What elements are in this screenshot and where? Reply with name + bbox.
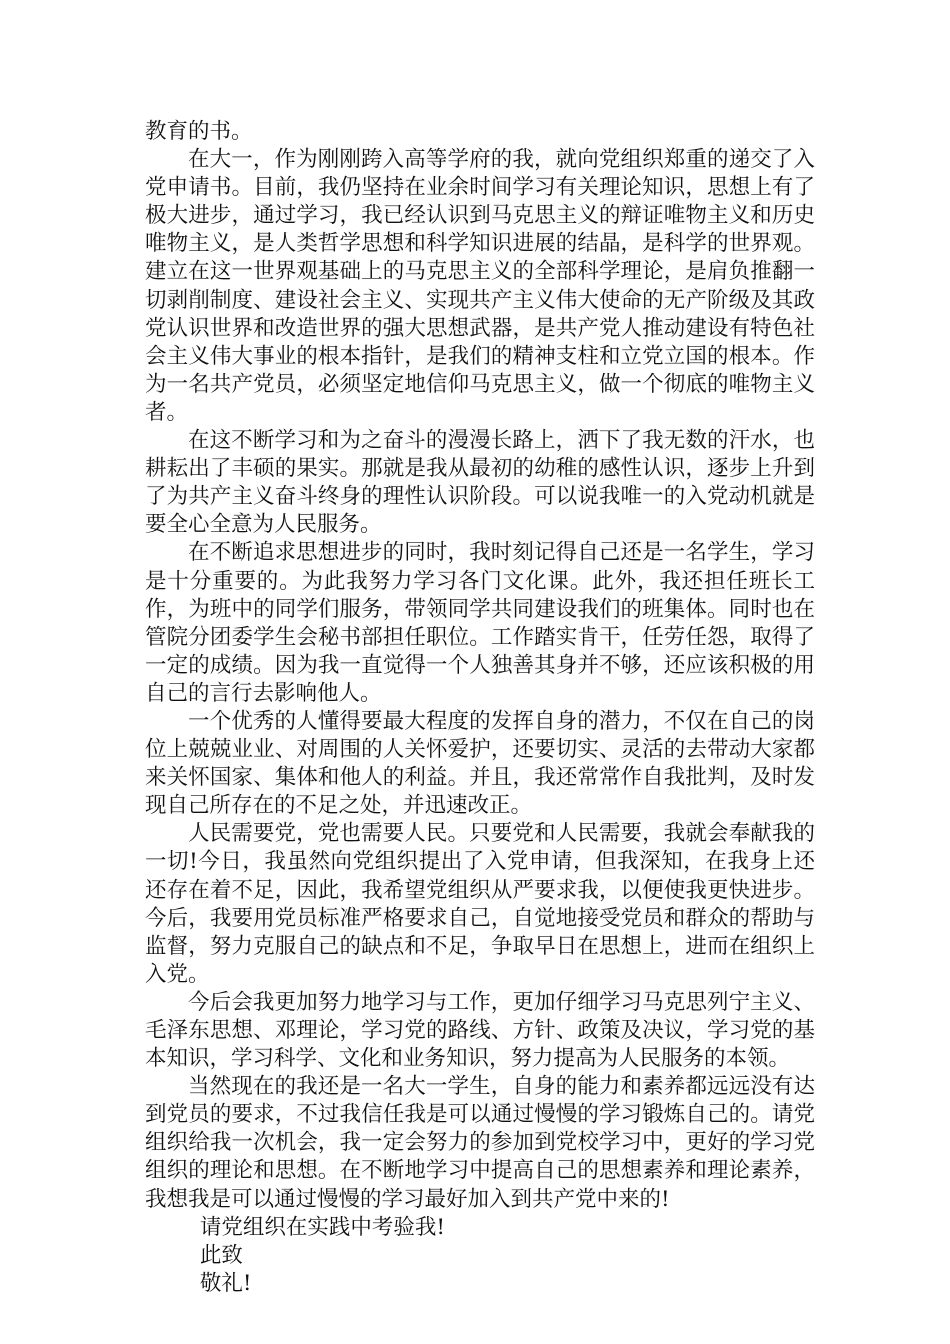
- paragraph-study-and-work: 在不断追求思想进步的同时，我时刻记得自己还是一名学生，学习是十分重要的。为此我努力学习各门文化课。此外，我还担任班长工作，为班中的同学们服务，带领同学共同建设我们的班集体。同时也在管院分团委学生会秘书部担任职位。工作踏实肯干，任劳任怨，取得了一定的成绩。因为我一直觉得一个人独善其身并不够，还应该积极的用自己的言行去影响他人。: [145, 540, 815, 706]
- paragraph-continuation: 教育的书。: [145, 119, 253, 144]
- paragraph-long-road: 在这不断学习和为之奋斗的漫漫长路上，洒下了我无数的汗水，也耕耘出了丰硕的果实。那就是我从最初的幼稚的感性认识，逐步上升到了为共产主义奋斗终身的理性认识阶段。可以说我唯一的入党动机就是要全心全意为人民服务。: [145, 428, 815, 538]
- document-page: [145, 118, 815, 1298]
- paragraph-people-need-party: 人民需要党，党也需要人民。只要党和人民需要，我就会奉献我的一切!今日，我虽然向党组织提出了入党申请，但我深知，在我身上还还存在着不足，因此，我希望党组织从严要求我，以便使我更快进步。今后，我要用党员标准严格要求自己，自觉地接受党员和群众的帮助与监督，努力克服自己的缺点和不足，争取早日在思想上，进而在组织上入党。: [145, 821, 815, 987]
- paragraph-application-submitted: 在大一，作为刚刚跨入高等学府的我，就向党组织郑重的递交了入党申请书。目前，我仍坚持在业余时间学习有关理论知识，思想上有了极大进步，通过学习，我已经认识到马克思主义的辩证唯物主义和历史唯物主义，是人类哲学思想和科学知识进展的结晶，是科学的世界观。建立在这一世界观基础上的马克思主义的全部科学理论，是肩负推翻一切剥削制度、建设社会主义、实现共产主义伟大使命的无产阶级及其政党认识世界和改造世界的强大思想武器，是共产党人推动建设有特色社会主义伟大事业的根本指针，是我们的精神支柱和立党立国的根本。作为一名共产党员，必须坚定地信仰马克思主义，做一个彻底的唯物主义者。: [145, 147, 815, 425]
- paragraph-future-study: 今后会我更加努力地学习与工作，更加仔细学习马克思列宁主义、毛泽东思想、邓理论，学习党的路线、方针、政策及决议，学习党的基本知识，学习科学、文化和业务知识，努力提高为人民服务的本领。: [145, 989, 815, 1072]
- paragraph-freshman: 当然现在的我还是一名大一学生，自身的能力和素养都远远没有达到党员的要求，不过我信任我是可以通过慢慢的学习锻炼自己的。请党组织给我一次机会，我一定会努力的参加到党校学习中，更好的学习党组织的理论和思想。在不断地学习中提高自己的思想素养和理论素养，我想我是可以通过慢慢的学习最好加入到共产党中来的!: [145, 1074, 815, 1212]
- closing-request: 请党组织在实践中考验我!: [199, 1214, 445, 1240]
- paragraph-excellent-person: 一个优秀的人懂得要最大程度的发挥自身的潜力，不仅在自己的岗位上兢兢业业、对周围的人关怀爱护，还要切实、灵活的去带动大家都来关怀国家、集体和他人的利益。并且，我还常常作自我批判，及时发现自己所存在的不足之处，并迅速改正。: [145, 708, 815, 819]
- closing-salutation: 此致: [199, 1242, 243, 1268]
- closing-regards: 敬礼!: [199, 1270, 252, 1296]
